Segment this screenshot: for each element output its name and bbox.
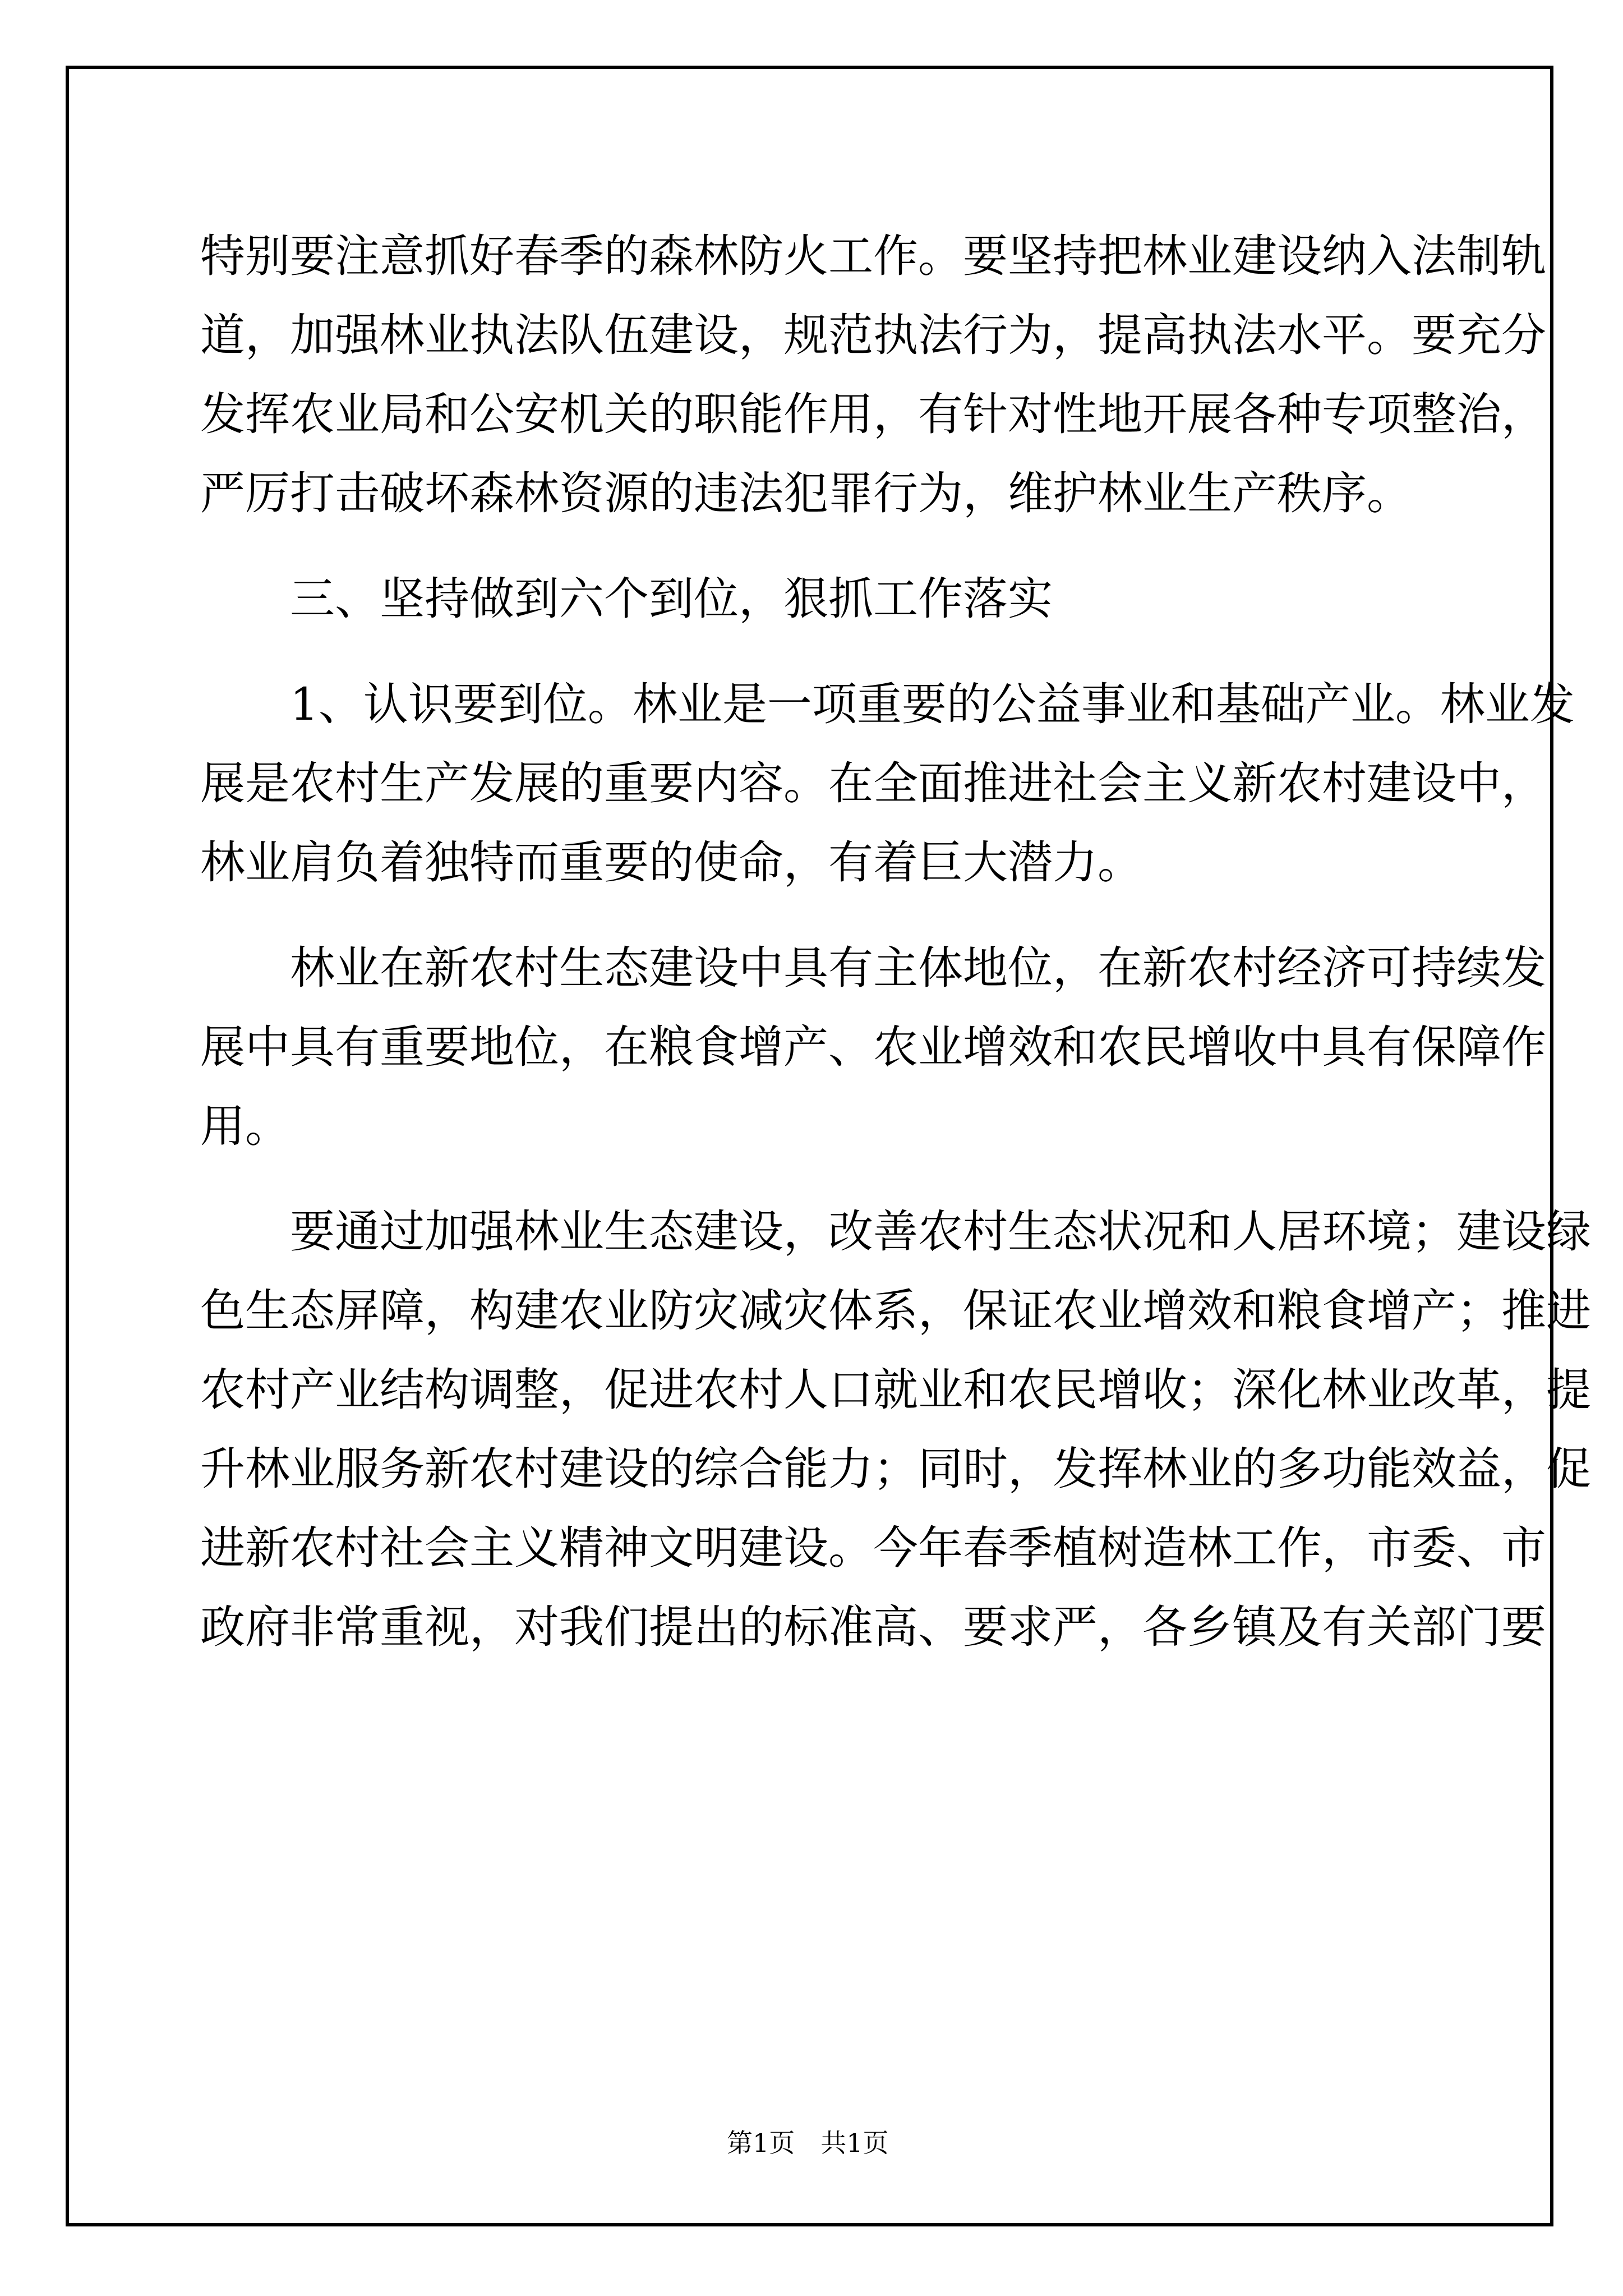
document-body	[200, 217, 1591, 1693]
paragraph-awareness	[200, 665, 1575, 902]
text-line: 严厉打击破坏森林资源的违法犯罪行为，维护林业生产秩序。	[200, 467, 1412, 519]
text-line: 1、认识要到位。林业是一项重要的公益事业和基础产业。林业发	[290, 678, 1575, 730]
text-line: 林业在新农村生态建设中具有主体地位，在新农村经济可持续发	[290, 942, 1546, 994]
paragraph-forestry-role	[200, 928, 1546, 1166]
text-line: 要通过加强林业生态建设，改善农村生态状况和人居环境；建设绿	[290, 1205, 1591, 1258]
text-line: 发挥农业局和公安机关的职能作用，有针对性地开展各种专项整治，	[200, 388, 1546, 440]
text-line: 进新农村社会主义精神文明建设。今年春季植树造林工作，市委、市	[200, 1522, 1546, 1574]
paragraph-ecology	[200, 1192, 1591, 1667]
paragraph-forest-fire	[200, 217, 1546, 533]
text-line: 特别要注意抓好春季的森林防火工作。要坚持把林业建设纳入法制轨	[200, 230, 1546, 282]
text-line: 林业肩负着独特而重要的使命，有着巨大潜力。	[200, 836, 1142, 889]
text-line: 道，加强林业执法队伍建设，规范执法行为，提高执法水平。要充分	[200, 309, 1546, 361]
text-line: 展是农村生产发展的重要内容。在全面推进社会主义新农村建设中，	[200, 757, 1546, 809]
text-line: 升林业服务新农村建设的综合能力；同时，发挥林业的多功能效益，促	[200, 1443, 1591, 1495]
text-line: 用。	[200, 1100, 290, 1152]
text-line: 农村产业结构调整，促进农村人口就业和农民增收；深化林业改革，提	[200, 1364, 1591, 1416]
heading-line: 三、坚持做到六个到位，狠抓工作落实	[290, 573, 1053, 625]
text-line: 政府非常重视，对我们提出的标准高、要求严，各乡镇及有关部门要	[200, 1601, 1546, 1653]
page-number: 第1页 共1页	[727, 2128, 889, 2158]
text-line: 展中具有重要地位，在粮食增产、农业增效和农民增收中具有保障作	[200, 1021, 1546, 1073]
section-heading	[200, 559, 1421, 638]
text-line: 色生态屏障，构建农业防灾减灾体系，保证农业增效和粮食增产；推进	[200, 1285, 1591, 1337]
